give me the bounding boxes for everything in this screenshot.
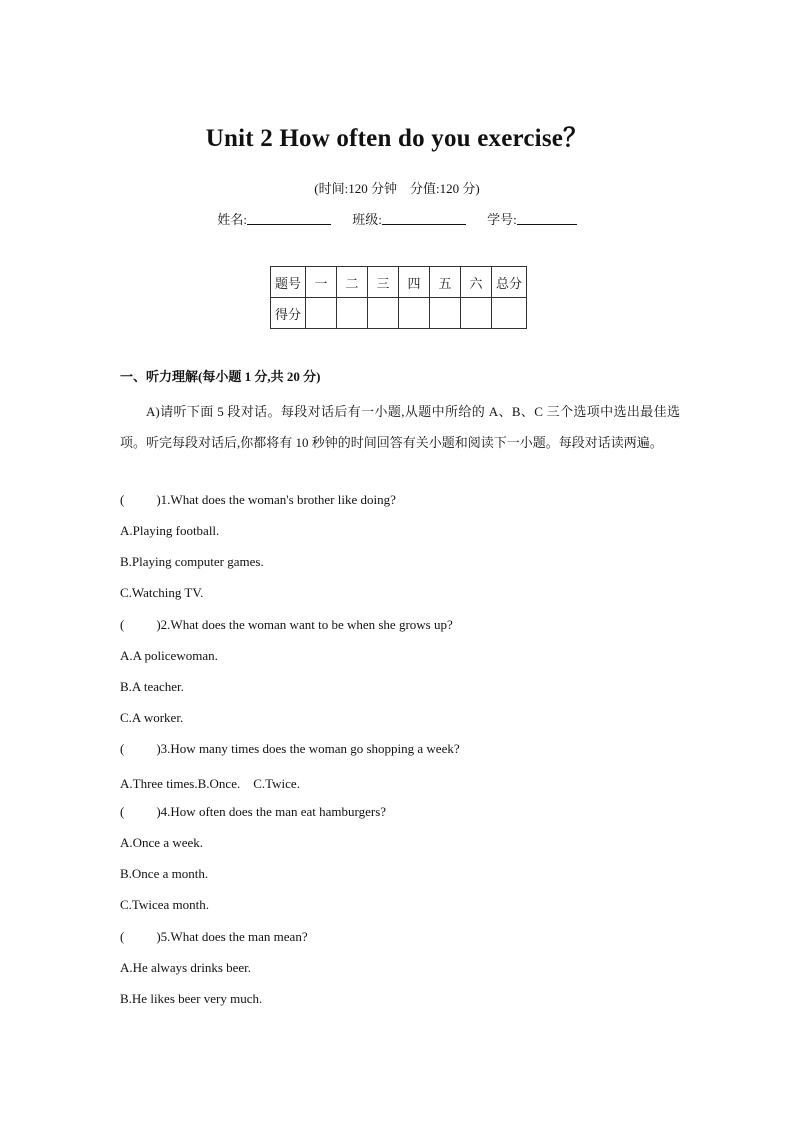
number-label: 学号: — [487, 212, 517, 227]
question-text: )1.What does the woman's brother like doing? — [156, 492, 396, 507]
question-stem: ( )2.What does the woman want to be when she grows up? — [120, 617, 453, 632]
answer-option: A.A policewoman. — [120, 648, 218, 663]
answer-option: A.Three times.B.Once. C.Twice. — [120, 776, 300, 791]
answer-option: C.Watching TV. — [120, 585, 204, 600]
score-table-col-1: 一 — [306, 267, 337, 298]
section-instructions: A)请听下面 5 段对话。每段对话后有一小题,从题中所给的 A、B、C 三个选项中选出最佳选项。听完每段对话后,你都将有 10 秒钟的时间回答有关小题和阅读下一小题。每段对话读两遍。 — [120, 404, 680, 450]
question-text: )2.What does the woman want to be when she grows up? — [156, 617, 453, 632]
score-table-col-3: 三 — [368, 267, 399, 298]
score-cell-6[interactable] — [461, 298, 492, 329]
question-stem: ( )3.How many times does the woman go shopping a week? — [120, 741, 460, 756]
number-field — [487, 212, 577, 227]
question-text: )5.What does the man mean? — [156, 929, 308, 944]
name-blank[interactable] — [247, 212, 331, 225]
question-stem: ( )5.What does the man mean? — [120, 929, 308, 944]
score-cell-2[interactable] — [337, 298, 368, 329]
section-heading: 一、听力理解(每小题 1 分,共 20 分) — [120, 369, 321, 384]
answer-option: A.Playing football. — [120, 523, 220, 538]
answer-option: B.He likes beer very much. — [120, 991, 263, 1006]
class-blank[interactable] — [382, 212, 466, 225]
score-table — [270, 266, 527, 329]
score-table-row-label: 得分 — [271, 298, 306, 329]
question-text: )4.How often does the man eat hamburgers? — [156, 804, 387, 819]
score-cell-5[interactable] — [430, 298, 461, 329]
score-cell-total[interactable] — [492, 298, 527, 329]
score-table-col-4: 四 — [399, 267, 430, 298]
answer-option: B.Playing computer games. — [120, 554, 264, 569]
answer-option: C.Twicea month. — [120, 897, 209, 912]
score-table-score-row — [271, 298, 527, 329]
question-stem: ( )4.How often does the man eat hamburgers? — [120, 804, 387, 819]
question-text: )3.How many times does the woman go shopping a week? — [156, 741, 460, 756]
student-fields — [0, 209, 794, 228]
class-field — [352, 212, 469, 227]
score-table-col-5: 五 — [430, 267, 461, 298]
score-table-col-2: 二 — [337, 267, 368, 298]
answer-option: A.He always drinks beer. — [120, 960, 252, 975]
number-blank[interactable] — [517, 212, 577, 225]
score-cell-4[interactable] — [399, 298, 430, 329]
answer-option: B.Once a month. — [120, 866, 209, 881]
answer-option: A.Once a week. — [120, 835, 204, 850]
class-label: 班级: — [352, 212, 382, 227]
answer-option: C.A worker. — [120, 710, 184, 725]
name-label: 姓名: — [217, 212, 247, 227]
score-table-row-label: 题号 — [271, 267, 306, 298]
score-table-col-total: 总分 — [492, 267, 527, 298]
page-title: Unit 2 How often do you exercise？ — [205, 125, 589, 152]
question-stem: ( )1.What does the woman's brother like doing? — [120, 492, 396, 507]
score-table-col-6: 六 — [461, 267, 492, 298]
score-cell-1[interactable] — [306, 298, 337, 329]
answer-option: B.A teacher. — [120, 679, 184, 694]
exam-info: (时间:120 分钟 分值:120 分) — [314, 181, 480, 196]
score-table-header-row — [271, 267, 527, 298]
score-cell-3[interactable] — [368, 298, 399, 329]
name-field — [217, 212, 334, 227]
